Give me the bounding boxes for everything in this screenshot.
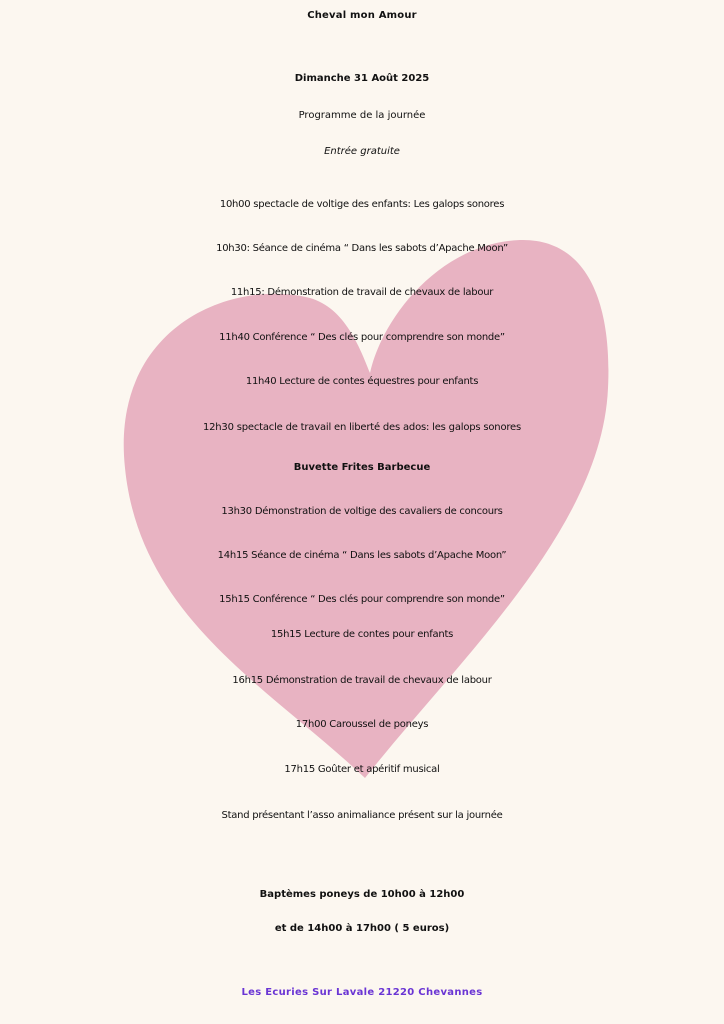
venue-address: Les Ecuries Sur Lavale 21220 Chevannes [241, 987, 483, 998]
buvette-heading: Buvette Frites Barbecue [293, 462, 431, 473]
program-item: 10h00 spectacle de voltige des enfants: Les galops sonores [219, 199, 505, 210]
event-date: Dimanche 31 Août 2025 [294, 73, 430, 84]
program-item: 15h15 Conférence “ Des clés pour comprendre son monde” [219, 594, 505, 605]
program-item: 11h40 Conférence “ Des clés pour comprendre son monde” [219, 332, 505, 343]
program-item: 16h15 Démonstration de travail de chevaux de labour [232, 675, 492, 686]
bapteme-line-2: et de 14h00 à 17h00 ( 5 euros) [274, 923, 450, 934]
program-item: 14h15 Séance de cinéma “ Dans les sabots d’Apache Moon” [217, 550, 507, 561]
program-item: 13h30 Démonstration de voltige des cavaliers de concours [221, 506, 503, 517]
program-item: Stand présentant l’asso animaliance présent sur la journée [221, 810, 503, 821]
program-item: 11h15: Démonstration de travail de chevaux de labour [230, 287, 494, 298]
page-title: Cheval mon Amour [307, 10, 417, 21]
program-item: 15h15 Lecture de contes pour enfants [270, 629, 454, 640]
program-item: 17h15 Goûter et apéritif musical [284, 764, 440, 775]
bapteme-line-1: Baptèmes poneys de 10h00 à 12h00 [259, 889, 465, 900]
entry-free-note: Entrée gratuite [324, 146, 400, 157]
program-subtitle: Programme de la journée [298, 110, 426, 121]
program-item: 11h40 Lecture de contes équestres pour enfants [245, 376, 479, 387]
program-item: 17h00 Caroussel de poneys [295, 719, 429, 730]
program-item: 10h30: Séance de cinéma “ Dans les sabots d’Apache Moon” [216, 243, 508, 254]
program-item: 12h30 spectacle de travail en liberté des ados: les galops sonores [202, 422, 522, 433]
